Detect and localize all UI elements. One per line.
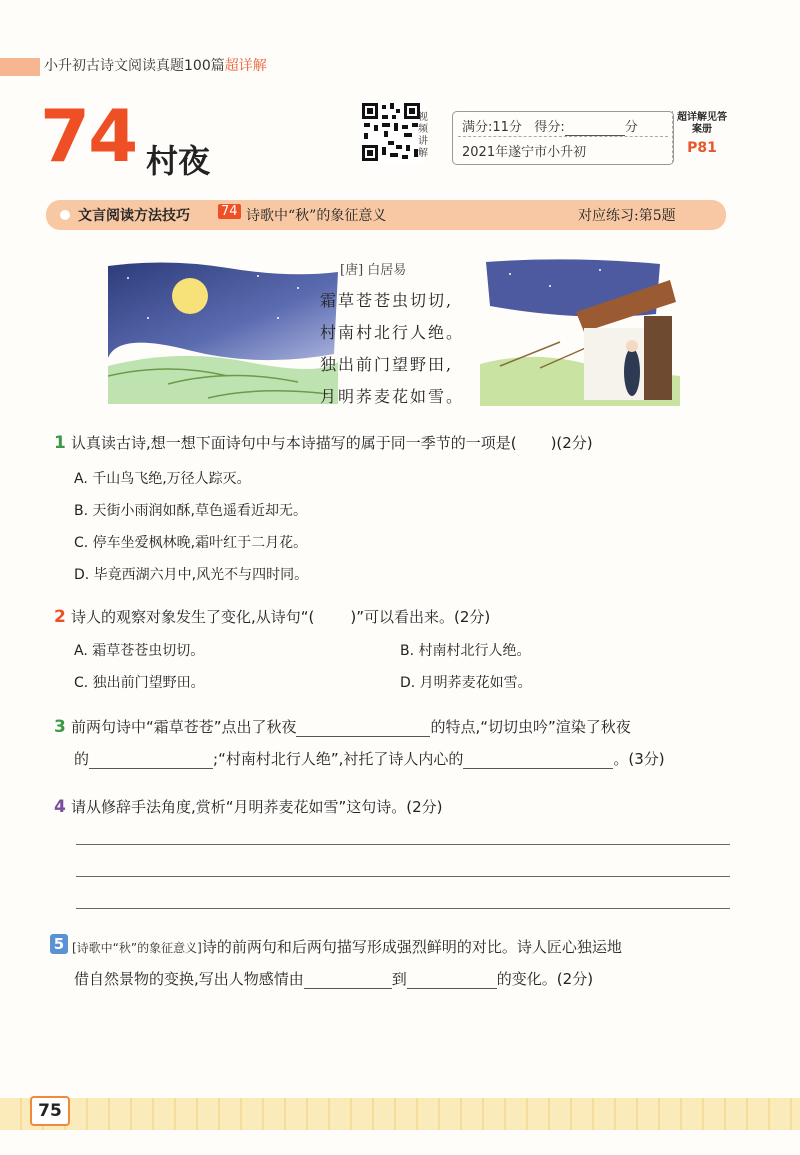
series-title-text: 小升初古诗文阅读真题100篇	[44, 58, 225, 74]
qr-label: 视频讲解	[418, 112, 428, 159]
question-5-cont	[74, 968, 593, 989]
question-tag: [诗歌中“秋”的象征意义]	[72, 941, 202, 955]
qr-code-icon[interactable]	[360, 101, 422, 163]
earned-score-field[interactable]	[565, 120, 625, 136]
night-moon-illustration	[108, 258, 338, 404]
full-score: 满分:11分	[462, 120, 522, 135]
answer-line[interactable]	[76, 876, 730, 877]
question-text: 认真读古诗,想一想下面诗句中与本诗描写的属于同一季节的一项是(	[70, 434, 517, 452]
answer-page: P81	[687, 140, 717, 156]
question-text: 借自然景物的变换,写出人物感情由	[74, 970, 304, 988]
earned-label: 得分:	[534, 120, 565, 135]
question-number: 2	[54, 607, 66, 627]
poem-line: 独出前门望野田,	[320, 355, 454, 374]
option-b: B. 天街小雨润如酥,草色遥看近却无。	[74, 503, 307, 519]
method-topic: 诗歌中“秋”的象征意义	[246, 208, 387, 224]
page-number: 75	[30, 1096, 70, 1126]
option-c: C. 停车坐爱枫林晚,霜叶红于二月花。	[74, 535, 308, 551]
option-d: D. 毕竟西湖六月中,风光不与四时同。	[74, 567, 309, 583]
question-3-cont	[74, 748, 665, 769]
option-a: A. 千山鸟飞绝,万径人踪灭。	[74, 471, 251, 487]
series-title	[44, 55, 267, 75]
question-number: 3	[54, 717, 66, 737]
header-accent-bar	[0, 58, 40, 76]
blank-field[interactable]	[89, 749, 213, 769]
bullet-dot-icon	[60, 210, 70, 220]
question-text: 的	[74, 750, 90, 768]
question-text: ;“村南村北行人绝”,衬托了诗人内心的	[213, 750, 464, 768]
question-text: 的特点,“切切虫吟”渲染了秋夜	[430, 718, 631, 736]
question-text: 诗人的观察对象发生了变化,从诗句“(	[70, 608, 315, 626]
question-5-number: 5	[50, 934, 68, 954]
blank-field[interactable]	[304, 969, 392, 989]
series-highlight: 超详解	[224, 58, 267, 74]
score-row	[462, 116, 638, 136]
score-vertical-divider	[672, 111, 673, 163]
blank-field[interactable]	[296, 717, 430, 737]
question-text: 请从修辞手法角度,赏析“月明荞麦花如雪”这句诗。(2分)	[70, 798, 443, 816]
earned-unit: 分	[624, 120, 638, 135]
question-3	[54, 716, 631, 737]
question-text: 前两句诗中“霜草苍苍”点出了秋夜	[70, 718, 297, 736]
answer-reference: 超详解见答案册	[677, 112, 727, 135]
method-practice: 对应练习:第5题	[578, 208, 676, 224]
question-text: )”可以看出来。(2分)	[350, 608, 491, 626]
method-number: 74	[218, 204, 241, 219]
score-divider	[458, 136, 668, 137]
question-4	[54, 796, 443, 817]
village-figure-illustration	[480, 256, 680, 406]
footer-strip	[0, 1098, 800, 1130]
poem-line: 月明荞麦花如雪。	[320, 387, 465, 406]
question-5	[72, 936, 732, 957]
option-c: C. 独出前门望野田。	[74, 675, 205, 691]
answer-line[interactable]	[76, 908, 730, 909]
option-a: A. 霜草苍苍虫切切。	[74, 643, 205, 659]
question-1	[54, 432, 593, 453]
blank-field[interactable]	[407, 969, 497, 989]
poem-line: 村南村北行人绝。	[320, 323, 465, 342]
blank-field[interactable]	[463, 749, 613, 769]
question-score: )(2分)	[550, 434, 593, 452]
poem-author: [唐] 白居易	[340, 263, 407, 278]
question-text: 。(3分)	[613, 750, 665, 768]
question-text: 的变化。(2分)	[496, 970, 594, 988]
poem-line: 霜草苍苍虫切切,	[320, 291, 454, 310]
exam-source: 2021年遂宁市小升初	[462, 145, 587, 160]
lesson-number: 74	[40, 94, 137, 178]
option-d: D. 月明荞麦花如雪。	[400, 675, 532, 691]
lesson-title: 村夜	[146, 142, 211, 180]
question-number: 1	[54, 433, 66, 453]
method-label: 文言阅读方法技巧	[78, 208, 190, 224]
question-text: 诗的前两句和后两句描写形成强烈鲜明的对比。诗人匠心独运地	[201, 938, 622, 956]
answer-line[interactable]	[76, 844, 730, 845]
option-b: B. 村南村北行人绝。	[400, 643, 531, 659]
question-number: 4	[54, 797, 66, 817]
question-text: 到	[391, 970, 407, 988]
question-2	[54, 606, 490, 627]
